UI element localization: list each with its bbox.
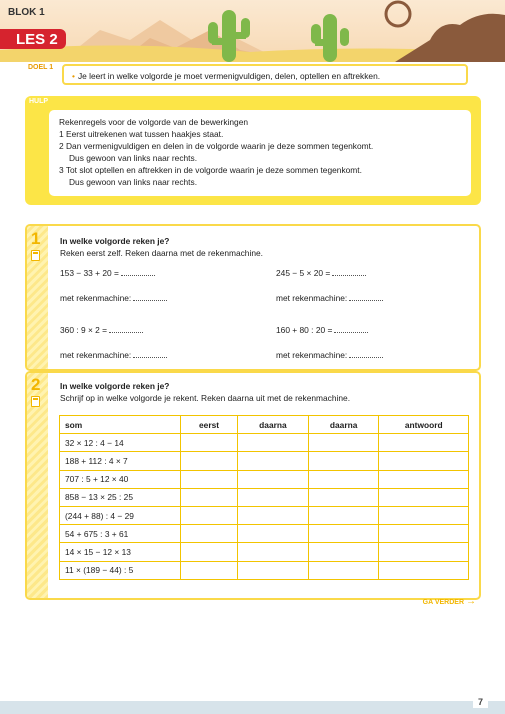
table-row xyxy=(60,525,469,543)
answer-cell[interactable] xyxy=(238,488,309,506)
answer-blank[interactable] xyxy=(332,267,366,276)
answer-cell[interactable] xyxy=(238,561,309,579)
ga-verder-link[interactable] xyxy=(423,596,476,607)
machine-item: met rekenmachine: xyxy=(60,349,167,360)
answer-cell[interactable] xyxy=(308,452,379,470)
hulp-box xyxy=(25,96,481,205)
column-header: eerst xyxy=(181,416,238,434)
answer-cell[interactable] xyxy=(238,452,309,470)
som-cell: 707 : 5 + 12 × 40 xyxy=(60,470,181,488)
footer-bar xyxy=(0,701,505,714)
column-header: daarna xyxy=(238,416,309,434)
doel-box xyxy=(62,64,468,85)
sum-item: 153 − 33 + 20 = xyxy=(60,267,155,278)
som-cell: (244 + 88) : 4 − 29 xyxy=(60,506,181,524)
table-header xyxy=(60,416,469,434)
bullet-icon: • xyxy=(72,71,75,81)
answer-blank[interactable] xyxy=(133,349,167,358)
machine-item: met rekenmachine: xyxy=(276,349,383,360)
sum-item: 160 + 80 : 20 = xyxy=(276,324,368,335)
machine-item: met rekenmachine: xyxy=(60,292,167,303)
som-cell: 858 − 13 × 25 : 25 xyxy=(60,488,181,506)
answer-cell[interactable] xyxy=(379,506,469,524)
answer-cell[interactable] xyxy=(181,434,238,452)
hulp-content xyxy=(49,110,471,196)
table-row xyxy=(60,452,469,470)
answer-cell[interactable] xyxy=(308,506,379,524)
exercise-number: 1 xyxy=(31,229,41,248)
table-row xyxy=(60,434,469,452)
table-row xyxy=(60,561,469,579)
som-cell: 32 × 12 : 4 − 14 xyxy=(60,434,181,452)
answer-cell[interactable] xyxy=(181,506,238,524)
answer-cell[interactable] xyxy=(379,434,469,452)
exercise-subtitle: Schrijf op in welke volgorde je rekent. Reken daarna uit met de rekenmachine. xyxy=(60,393,351,403)
hulp-line: 2 Dan vermenigvuldigen en delen in de volgorde waarin je deze sommen tegenkomt. xyxy=(59,141,374,151)
answer-cell[interactable] xyxy=(379,470,469,488)
answer-cell[interactable] xyxy=(181,561,238,579)
table-row xyxy=(60,488,469,506)
answer-cell[interactable] xyxy=(308,470,379,488)
som-cell: 11 × (189 − 44) : 5 xyxy=(60,561,181,579)
answer-cell[interactable] xyxy=(308,434,379,452)
order-table xyxy=(59,415,469,580)
blok-label: BLOK 1 xyxy=(8,7,45,18)
cactus-illustration xyxy=(0,0,505,62)
answer-cell[interactable] xyxy=(379,543,469,561)
answer-cell[interactable] xyxy=(308,543,379,561)
answer-blank[interactable] xyxy=(133,292,167,301)
answer-cell[interactable] xyxy=(181,470,238,488)
calculator-icon xyxy=(31,396,40,407)
header-banner xyxy=(0,0,505,62)
answer-cell[interactable] xyxy=(238,434,309,452)
column-header: antwoord xyxy=(379,416,469,434)
answer-blank[interactable] xyxy=(109,324,143,333)
exercise-subtitle: Reken eerst zelf. Reken daarna met de rekenmachine. xyxy=(60,248,263,258)
answer-blank[interactable] xyxy=(121,267,155,276)
column-header: som xyxy=(60,416,181,434)
hulp-line: Rekenregels voor de volgorde van de bewerkingen xyxy=(59,117,249,127)
answer-cell[interactable] xyxy=(238,470,309,488)
table-row xyxy=(60,506,469,524)
answer-cell[interactable] xyxy=(238,525,309,543)
som-cell: 188 + 112 : 4 × 7 xyxy=(60,452,181,470)
exercise-title: In welke volgorde reken je? xyxy=(60,236,170,246)
sum-item: 360 : 9 × 2 = xyxy=(60,324,143,335)
answer-cell[interactable] xyxy=(181,543,238,561)
hulp-line: 3 Tot slot optellen en aftrekken in de volgorde waarin je deze sommen tegenkomt. xyxy=(59,165,362,175)
hulp-line: 1 Eerst uitrekenen wat tussen haakjes staat. xyxy=(59,129,224,139)
answer-cell[interactable] xyxy=(181,452,238,470)
hulp-line: Dus gewoon van links naar rechts. xyxy=(69,153,198,163)
doel-text: Je leert in welke volgorde je moet vermenigvuldigen, delen, optellen en aftrekken. xyxy=(77,71,381,81)
column-header: daarna xyxy=(308,416,379,434)
doel-tag: DOEL 1 xyxy=(28,64,54,71)
table-row xyxy=(60,470,469,488)
answer-cell[interactable] xyxy=(308,488,379,506)
answer-blank[interactable] xyxy=(334,324,368,333)
som-cell: 54 + 675 : 3 + 61 xyxy=(60,525,181,543)
answer-cell[interactable] xyxy=(238,506,309,524)
calculator-icon xyxy=(31,250,40,261)
hulp-tag: HULP xyxy=(29,98,49,105)
table-row xyxy=(60,543,469,561)
answer-cell[interactable] xyxy=(308,525,379,543)
arrow-right-icon: → xyxy=(466,596,476,607)
answer-cell[interactable] xyxy=(379,488,469,506)
les-label: LES 2 xyxy=(0,29,66,49)
answer-blank[interactable] xyxy=(349,292,383,301)
answer-cell[interactable] xyxy=(238,543,309,561)
machine-item: met rekenmachine: xyxy=(276,292,383,303)
som-cell: 14 × 15 − 12 × 13 xyxy=(60,543,181,561)
answer-cell[interactable] xyxy=(308,561,379,579)
answer-cell[interactable] xyxy=(379,561,469,579)
sum-item: 245 − 5 × 20 = xyxy=(276,267,366,278)
answer-cell[interactable] xyxy=(379,452,469,470)
exercise-number: 2 xyxy=(31,375,41,394)
answer-cell[interactable] xyxy=(379,525,469,543)
exercise-title: In welke volgorde reken je? xyxy=(60,381,170,391)
ga-verder-label: GA VERDER xyxy=(422,599,464,606)
page-number: 7 xyxy=(473,696,488,708)
answer-blank[interactable] xyxy=(349,349,383,358)
answer-cell[interactable] xyxy=(181,525,238,543)
answer-cell[interactable] xyxy=(181,488,238,506)
hulp-line: Dus gewoon van links naar rechts. xyxy=(69,177,198,187)
